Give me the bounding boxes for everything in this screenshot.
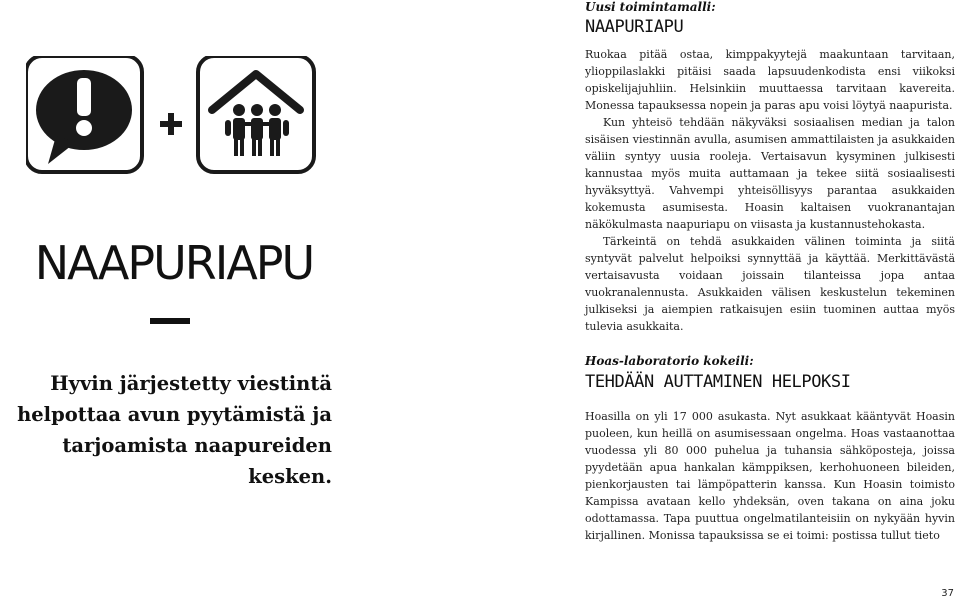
section1-body	[585, 46, 955, 335]
section2-body	[585, 408, 955, 544]
section1-kicker: Uusi toimintamalli:	[585, 0, 716, 14]
section2-kicker: Hoas-laboratorio kokeili:	[585, 354, 754, 368]
tagline: Hyvin järjestetty viestintä helpottaa avun pyytämistä ja tarjoamista naapureiden kesken.	[17, 372, 332, 488]
section2-headline: TEHDÄÄN AUTTAMINEN HELPOKSI	[585, 372, 851, 392]
page-title: NAAPURIAPU	[34, 236, 314, 290]
exclamation-speech-bubble-icon	[26, 56, 142, 172]
section1-paragraph: Kun yhteisö tehdään näkyväksi sosiaalisen median ja talon sisäisen viestinnän avulla, asumisen ammattilaisten ja asukkaiden väliin syntyy uusia rooleja. Vertaisavun kysyminen julkisesti kannustaa myös muita auttamaan ja tekee siitä sosiaalisesti hyväksyttyä. Vahvempi yhteisöllisyys parantaa asukkaiden kokemusta asumisesta. Hoasin kaltaisen vuokranantajan näkökulmasta naapuriapu on viisasta ja kustannustehokasta.	[585, 116, 955, 231]
plus-icon	[160, 113, 182, 135]
section1-paragraph: Ruokaa pitää ostaa, kimppakyytejä maakuntaan tarvitaan, ylioppilaslakki pitäisi saada lapsuudenkodista ensi viikoksi opiskelijajuhliin. Helsinkiin muuttaessa tarvitaan kavereita. Monessa tapauksessa nopein ja paras apu voisi löytyä naapurista.	[585, 48, 955, 112]
section1-headline: NAAPURIAPU	[585, 17, 684, 37]
house-with-people-icon	[198, 56, 314, 172]
section2-paragraph: Hoasilla on yli 17 000 asukasta. Nyt asukkaat kääntyvät Hoasin puoleen, kun heillä on asumisessaan ongelma. Hoas vastaanottaa vuodessa yli 80 000 puhelua ja tuhansia sähköposteja, joissa pyydetään apua hankalan kämppiksen, kerhohuoneen bileiden, pienkorjausten tai lämpöpatterin kanssa. Kun Hoasin toimisto Kampissa avataan kello yhdeksän, oven takana on aina joku odottamassa. Tapa puuttua ongelmatilanteisiin on nykyään hyvin kirjallinen. Monissa tapauksissa se ei toimi: postissa tullut tieto	[585, 410, 955, 542]
page-number: 37	[941, 588, 954, 599]
title-dash	[150, 318, 190, 324]
left-panel	[0, 0, 350, 603]
icon-row	[26, 56, 326, 176]
section1-paragraph: Tärkeintä on tehdä asukkaiden välinen toiminta ja siitä syntyvät palvelut helpoiksi synnyttää ja käyttää. Merkittävästä vertaisavusta voidaan joissain tilanteissa jopa antaa vuokranalennusta. Asukkaiden välisen keskustelun tekeminen julkiseksi ja aiempien ratkaisujen esiin tuominen auttaa myös tulevia asukkaita.	[585, 235, 955, 333]
